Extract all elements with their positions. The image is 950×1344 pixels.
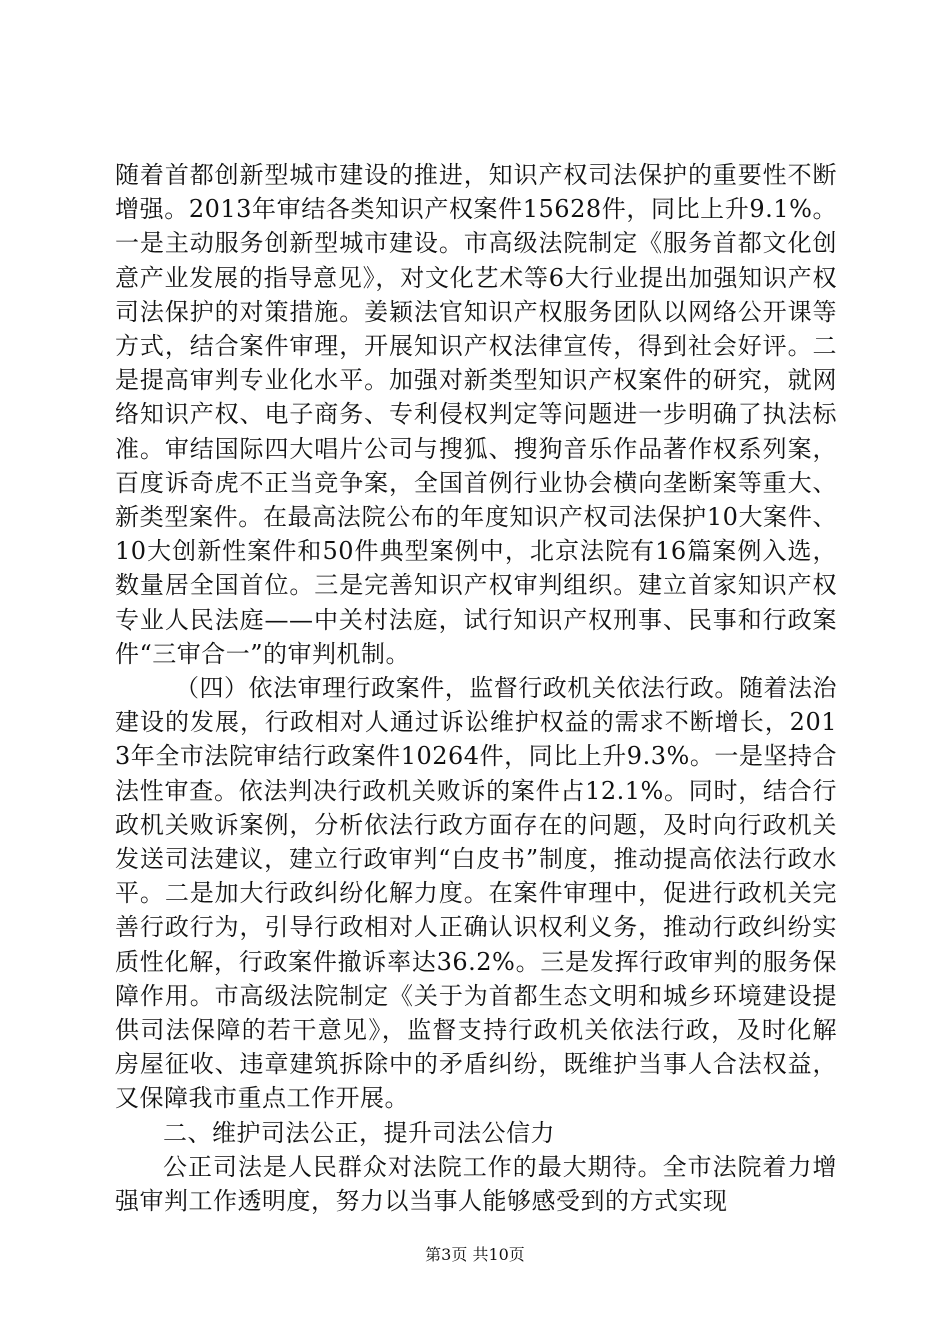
page-number-footer: 第3页 共10页 (425, 1245, 525, 1264)
paragraph-judicial-fairness: 公正司法是人民群众对法院工作的最大期待。全市法院着力增强审判工作透明度，努力以当事人能够感受到的方式实现 (115, 1152, 837, 1216)
section-heading-judicial-fairness: 二、维护司法公正，提升司法公信力 (163, 1118, 555, 1147)
paragraph-ip-protection: 随着首都创新型城市建设的推进，知识产权司法保护的重要性不断增强。2013年审结各类知识产权案件15628件，同比上升9.1%。一是主动服务创新型城市建设。市高级法院制定《服务首都文化创意产业发展的指导意见》，对文化艺术等6大行业提出加强知识产权司法保护的对策措施。姜颖法官知识产权服务团队以网络公开课等方式，结合案件审理，开展知识产权法律宣传，得到社会好评。二是提高审判专业化水平。加强对新类型知识产权案件的研究，就网络知识产权、电子商务、专利侵权判定等问题进一步明确了执法标准。审结国际四大唱片公司与搜狐、搜狗音乐作品著作权系列案，百度诉奇虎不正当竞争案，全国首例行业协会横向垄断案等重大、新类型案件。在最高法院公布的年度知识产权司法保护10大案件、10大创新性案件和50件典型案例中，北京法院有16篇案例入选，数量居全国首位。三是完善知识产权审判组织。建立首家知识产权专业人民法庭——中关村法庭，试行知识产权刑事、民事和行政案件“三审合一”的审判机制。 (115, 161, 837, 668)
document-body (115, 158, 837, 1218)
paragraph-administrative-cases: （四）依法审理行政案件，监督行政机关依法行政。随着法治建设的发展，行政相对人通过诉讼维护权益的需求不断增长，2013年全市法院审结行政案件10264件，同比上升9.3%。一是坚持合法性审查。依法判决行政机关败诉的案件占12.1%。同时，结合行政机关败诉案例，分析依法行政方面存在的问题，及时向行政机关发送司法建议，建立行政审判“白皮书”制度，推动提高依法行政水平。二是加大行政纠纷化解力度。在案件审理中，促进行政机关完善行政行为，引导行政相对人正确认识权利义务，推动行政纠纷实质性化解，行政案件撤诉率达36.2%。三是发挥行政审判的服务保障作用。市高级法院制定《关于为首都生态文明和城乡环境建设提供司法保障的若干意见》，监督支持行政机关依法行政，及时化解房屋征收、违章建筑拆除中的矛盾纠纷，既维护当事人合法权益，又保障我市重点工作开展。 (115, 674, 837, 1113)
